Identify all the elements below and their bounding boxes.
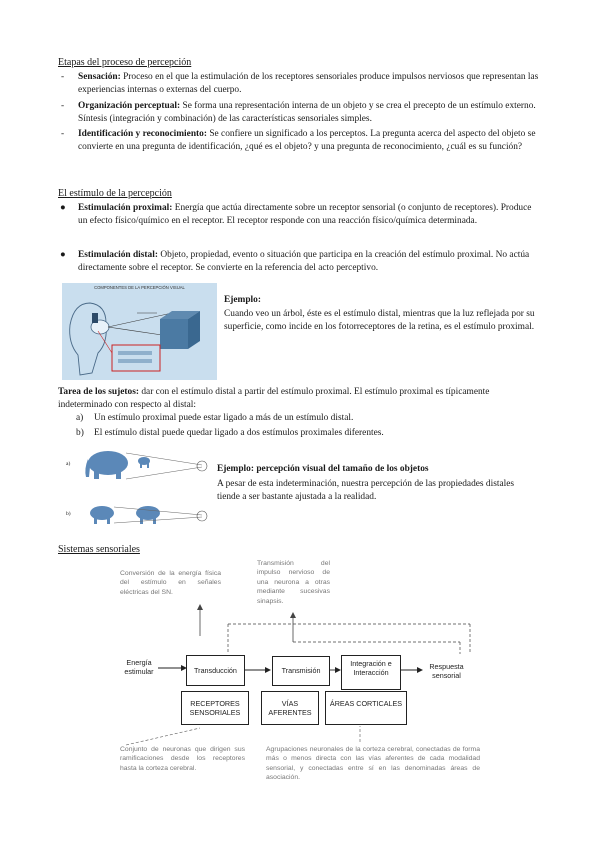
output-respuesta: Respuesta sensorial <box>429 662 464 680</box>
section-heading-sistemas: Sistemas sensoriales <box>58 544 140 555</box>
note-transmision: Transmisión del impulso nervioso de una neurona a otras mediante sucesivas sinapsis. <box>257 560 330 605</box>
box-integracion <box>341 655 401 690</box>
box-areas-label: ÁREAS CORTICALES <box>329 699 403 708</box>
term-text: Objeto, propiedad, evento o situación que participa en la creación del estímulo proximal. No actúa directamente sobre el receptor. Se convierte en la referencia del acto perceptivo. <box>78 250 530 274</box>
term-label: Sensación: <box>78 72 121 82</box>
tarea-text: dar con el estímulo distal a partir del estímulo proximal. El estímulo proximal es típicamente indeterminado con respecto al distal: <box>58 387 490 411</box>
term-text: Proceso en el que la estimulación de los receptores sensoriales produce impulsos nerviosos que representan las experiencias internas o externas del cuerpo. <box>78 72 539 96</box>
term-text: Se forma una representación interna de un objeto y se crea el precepto de un estímulo externo. Síntesis (integración y combinación) de las características sensoriales simples. <box>78 101 536 125</box>
elephant-example-title: Ejemplo: percepción visual del tamaño de los objetos <box>217 464 429 474</box>
term-label: Estimulación distal: <box>78 250 158 260</box>
box-transmision-label: Transmisión <box>281 666 321 675</box>
list-item-b: El estímulo distal puede quedar ligado a dos estímulos proximales diferentes. <box>94 428 384 438</box>
elephant-example-text: A pesar de esta indeterminación, nuestra percepción de las propiedades distales tiende a ser bastante ajustada a la realidad. <box>217 479 515 503</box>
term-label: Estimulación proximal: <box>78 203 173 213</box>
dot-bullet: ● <box>60 203 66 213</box>
box-transmision <box>272 656 330 686</box>
term-text: Energía que actúa directamente sobre un receptor sensorial (o conjunto de receptores). Produce un efecto físico/químico en el receptor. El receptor responde con una reacción físico/química determinada. <box>78 203 532 227</box>
box-transduccion-label: Transducción <box>194 666 237 675</box>
term-text: Se confiere un significado a los perceptos. La pregunta acerca del aspecto del objeto se convierte en una pregunta de identificación, ¿qué es el objeto? y una pregunta de reconocimiento, ¿cuál es su función? <box>78 129 536 153</box>
example-title: Ejemplo: <box>224 295 261 305</box>
tarea-term: Tarea de los sujetos: <box>58 387 139 397</box>
note-transduccion: Conversión de la energía física del estímulo en señales eléctricas del SN. <box>120 570 221 596</box>
dash-bullet: - <box>61 129 65 139</box>
box-transduccion <box>186 655 245 686</box>
dot-bullet: ● <box>60 250 66 260</box>
section-heading-estimulo: El estímulo de la percepción <box>58 188 172 199</box>
box-areas <box>325 691 407 725</box>
box-vias-label: VÍAS AFERENTES <box>268 699 312 717</box>
list-item-a: Un estímulo proximal puede estar ligado a más de un estímulo distal. <box>94 413 354 423</box>
figure-label-b: b) <box>66 511 71 517</box>
list-marker-b: b) <box>76 428 84 438</box>
box-integracion-label: Integración e Interacción <box>350 659 392 677</box>
box-vias <box>261 691 319 725</box>
section-heading-etapas: Etapas del proceso de percepción <box>58 57 192 68</box>
box-receptores-label: RECEPTORES SENSORIALES <box>189 699 241 717</box>
figure-title: COMPONENTES DE LA PERCEPCIÓN VISUAL <box>94 285 185 290</box>
term-label: Organización perceptual: <box>78 101 181 111</box>
note-receptores: Conjunto de neuronas que dirigen sus ramificaciones desde los receptores hasta la corteza cerebral. <box>120 746 245 772</box>
dash-bullet: - <box>61 72 65 82</box>
note-areas: Agrupaciones neuronales de la corteza cerebral, conectadas de forma más o menos directa con las vías aferentes de cada modalidad sensorial, y conectadas entre sí en las denominadas áreas de asociación. <box>266 746 480 782</box>
dash-bullet: - <box>61 101 65 111</box>
example-text: Cuando veo un árbol, éste es el estímulo distal, mientras que la luz reflejada por su superficie, como incide en los fotorreceptores de la retina, es el estímulo proximal. <box>224 309 535 333</box>
list-marker-a: a) <box>76 413 84 423</box>
term-label: Identificación y reconocimiento: <box>78 129 207 139</box>
box-receptores <box>181 691 249 725</box>
figure-label-a: a) <box>66 461 71 467</box>
input-energia: Energía estimular <box>124 658 154 676</box>
